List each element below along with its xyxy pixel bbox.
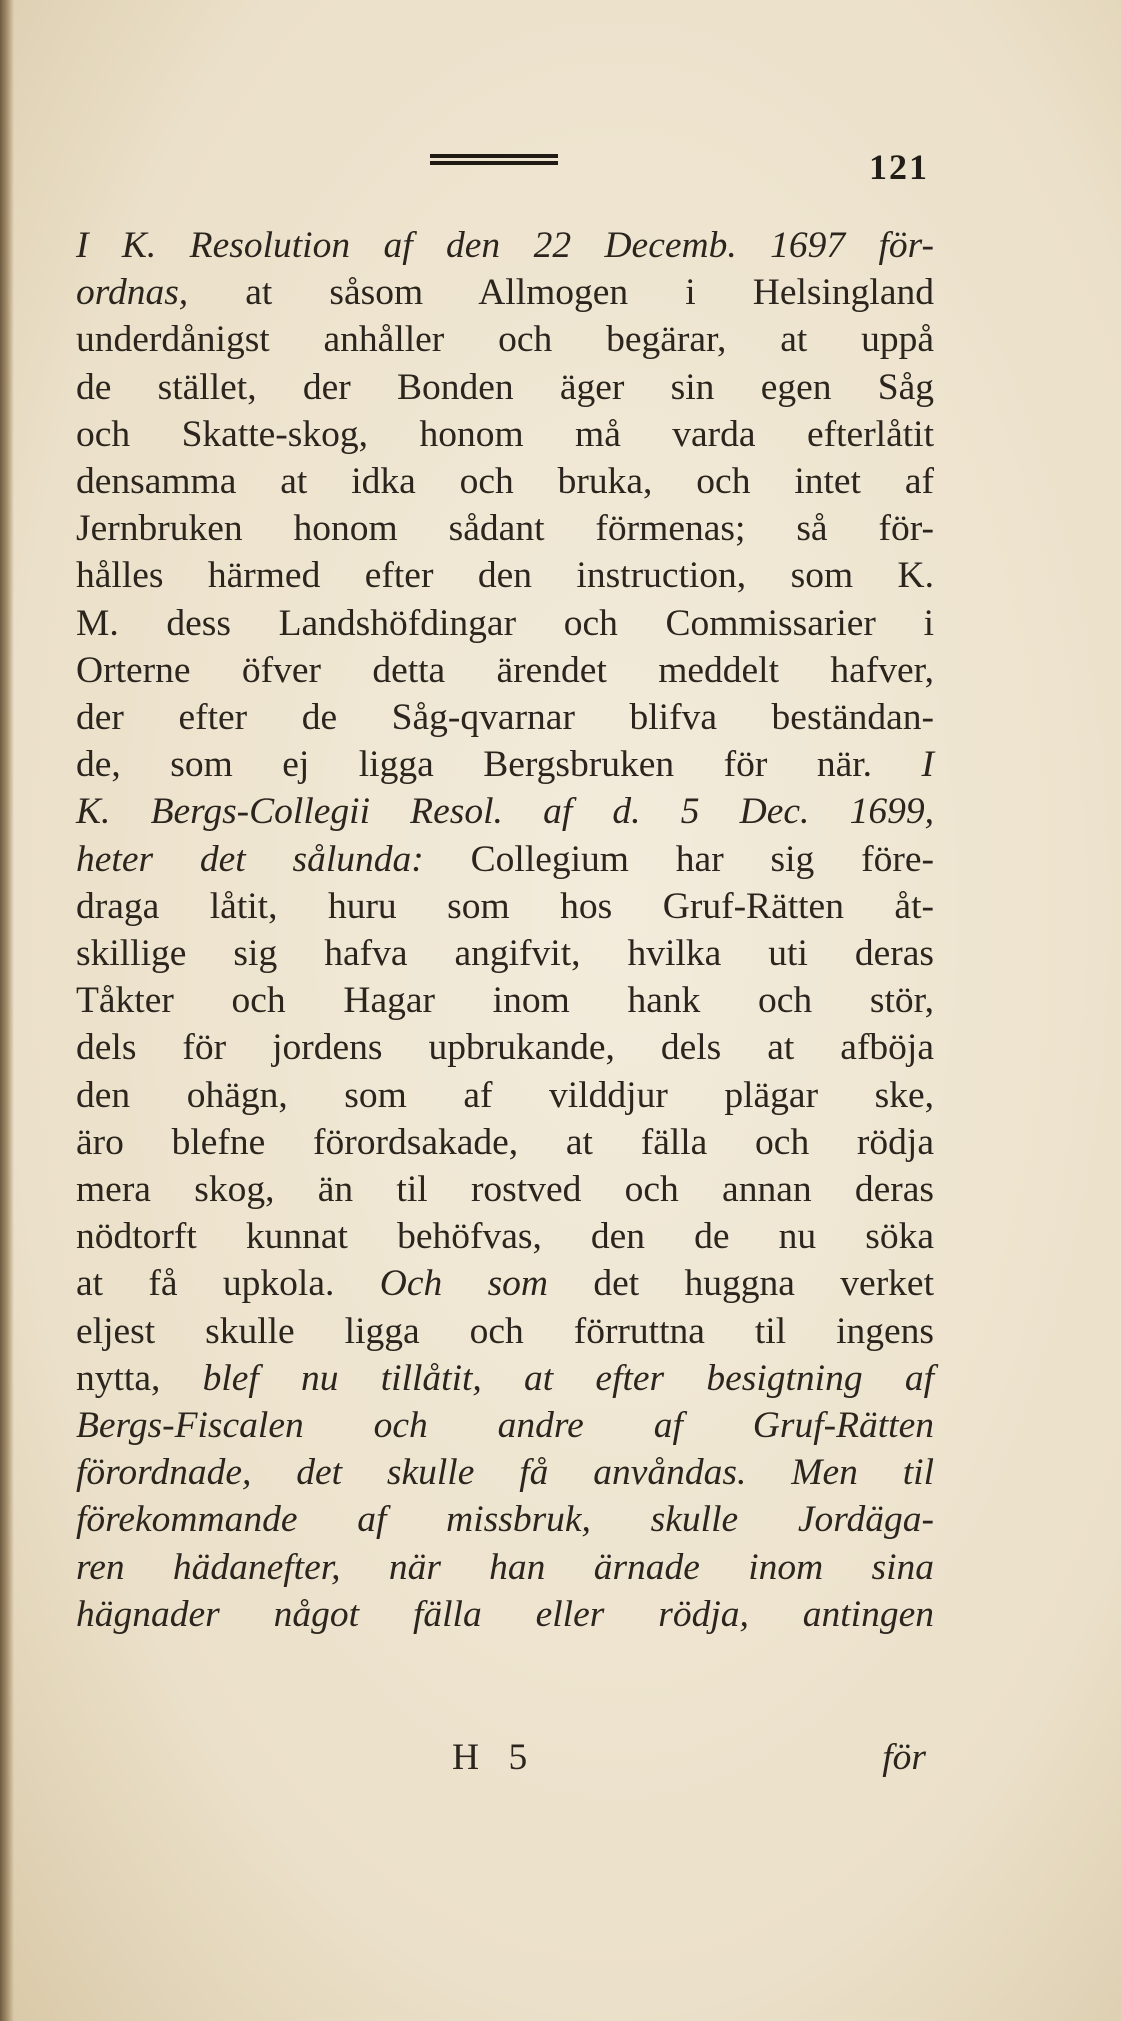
- text-line: [76, 600, 934, 647]
- text-line: [76, 458, 934, 505]
- text-line: [76, 977, 934, 1024]
- text-line: [76, 1355, 934, 1402]
- text-segment: skillige sig hafva angifvit, hvilka uti deras: [76, 933, 934, 975]
- text-line: [76, 1166, 934, 1213]
- header-ornament-rule: [430, 154, 558, 172]
- text-line: [76, 1308, 934, 1355]
- printer-signature-mark: H 5: [452, 1737, 538, 1778]
- catchword: för: [882, 1737, 926, 1778]
- italic-text-segment: I K. Resolution af den 22 Decemb. 1697 för-: [76, 225, 934, 266]
- italic-text-segment: heter det sålunda:: [76, 838, 424, 880]
- text-line: [76, 222, 934, 269]
- text-line: [76, 364, 934, 411]
- text-segment: dels för jordens upbrukande, dels at afböja: [76, 1027, 934, 1069]
- text-line: [76, 411, 934, 458]
- text-segment: nytta,: [76, 1357, 203, 1399]
- text-segment: Orterne öfver detta ärendet meddelt hafver,: [76, 649, 934, 691]
- text-line: [76, 1496, 934, 1543]
- text-line: [76, 1544, 934, 1591]
- text-line: [76, 1402, 934, 1449]
- text-segment: mera skog, än til rostved och annan deras: [76, 1169, 934, 1211]
- text-line: [76, 316, 934, 363]
- italic-text-segment: förordnade, det skulle få anvåndas. Men til: [76, 1452, 934, 1494]
- italic-text-segment: Och som: [379, 1263, 548, 1305]
- text-line: [76, 1024, 934, 1071]
- text-line: [76, 1591, 934, 1638]
- text-segment: at såsom Allmogen i Helsingland: [188, 272, 934, 314]
- text-line: [76, 788, 934, 835]
- text-line: [76, 741, 934, 788]
- text-segment: Jernbruken honom sådant förmenas; så för-: [76, 508, 934, 550]
- text-line: [76, 930, 934, 977]
- text-segment: underdånigst anhåller och begärar, at uppå: [76, 319, 934, 361]
- text-line: [76, 1072, 934, 1119]
- italic-text-segment: blef nu tillåtit, at efter besigtning af: [202, 1357, 934, 1399]
- text-line: [76, 647, 934, 694]
- text-segment: nödtorft kunnat behöfvas, den de nu söka: [76, 1216, 934, 1258]
- text-segment: M. dess Landshöfdingar och Commissarier i: [76, 602, 934, 644]
- text-line: [76, 1119, 934, 1166]
- text-line: [76, 269, 934, 316]
- italic-text-segment: hägnader något fälla eller rödja, antingen: [76, 1593, 934, 1635]
- page-number: 121: [869, 147, 929, 187]
- text-segment: eljest skulle ligga och förruttna til ingens: [76, 1310, 934, 1352]
- body-text: [76, 222, 934, 1638]
- italic-text-segment: K. Bergs-Collegii Resol. af d. 5 Dec. 1699,: [76, 791, 934, 833]
- text-segment: der efter de Såg-qvarnar blifva beständan-: [76, 697, 934, 739]
- text-line: [76, 694, 934, 741]
- italic-text-segment: ordnas,: [76, 272, 189, 314]
- text-segment: och Skatte-skog, honom må varda efterlåtit: [76, 413, 934, 455]
- italic-text-segment: Bergs-Fiscalen och andre af Gruf-Rätten: [76, 1405, 934, 1447]
- page-footer: [76, 1736, 934, 1786]
- italic-text-segment: I: [921, 744, 934, 786]
- italic-text-segment: ren hädanefter, när han ärnade inom sina: [76, 1546, 934, 1588]
- text-segment: de, som ej ligga Bergsbruken för när.: [76, 744, 922, 786]
- text-segment: äro blefne förordsakade, at fälla och rödja: [76, 1121, 934, 1163]
- text-segment: Collegium har sig före-: [423, 838, 934, 880]
- book-spine-shadow: [0, 0, 14, 2021]
- text-line: [76, 552, 934, 599]
- text-line: [76, 836, 934, 883]
- text-segment: det huggna verket: [548, 1263, 934, 1305]
- text-segment: den ohägn, som af vilddjur plägar ske,: [76, 1074, 934, 1116]
- italic-text-segment: förekommande af missbruk, skulle Jordäga-: [76, 1499, 934, 1541]
- text-segment: at få upkola.: [76, 1263, 380, 1305]
- text-line: [76, 505, 934, 552]
- text-line: [76, 1213, 934, 1260]
- text-line: [76, 883, 934, 930]
- text-segment: densamma at idka och bruka, och intet af: [76, 461, 934, 503]
- text-segment: hålles härmed efter den instruction, som K.: [76, 555, 934, 597]
- text-segment: de stället, der Bonden äger sin egen Såg: [76, 366, 934, 408]
- text-line: [76, 1449, 934, 1496]
- text-segment: Tåkter och Hagar inom hank och stör,: [76, 980, 934, 1022]
- text-segment: draga låtit, huru som hos Gruf-Rätten åt-: [76, 885, 934, 927]
- text-line: [76, 1260, 934, 1307]
